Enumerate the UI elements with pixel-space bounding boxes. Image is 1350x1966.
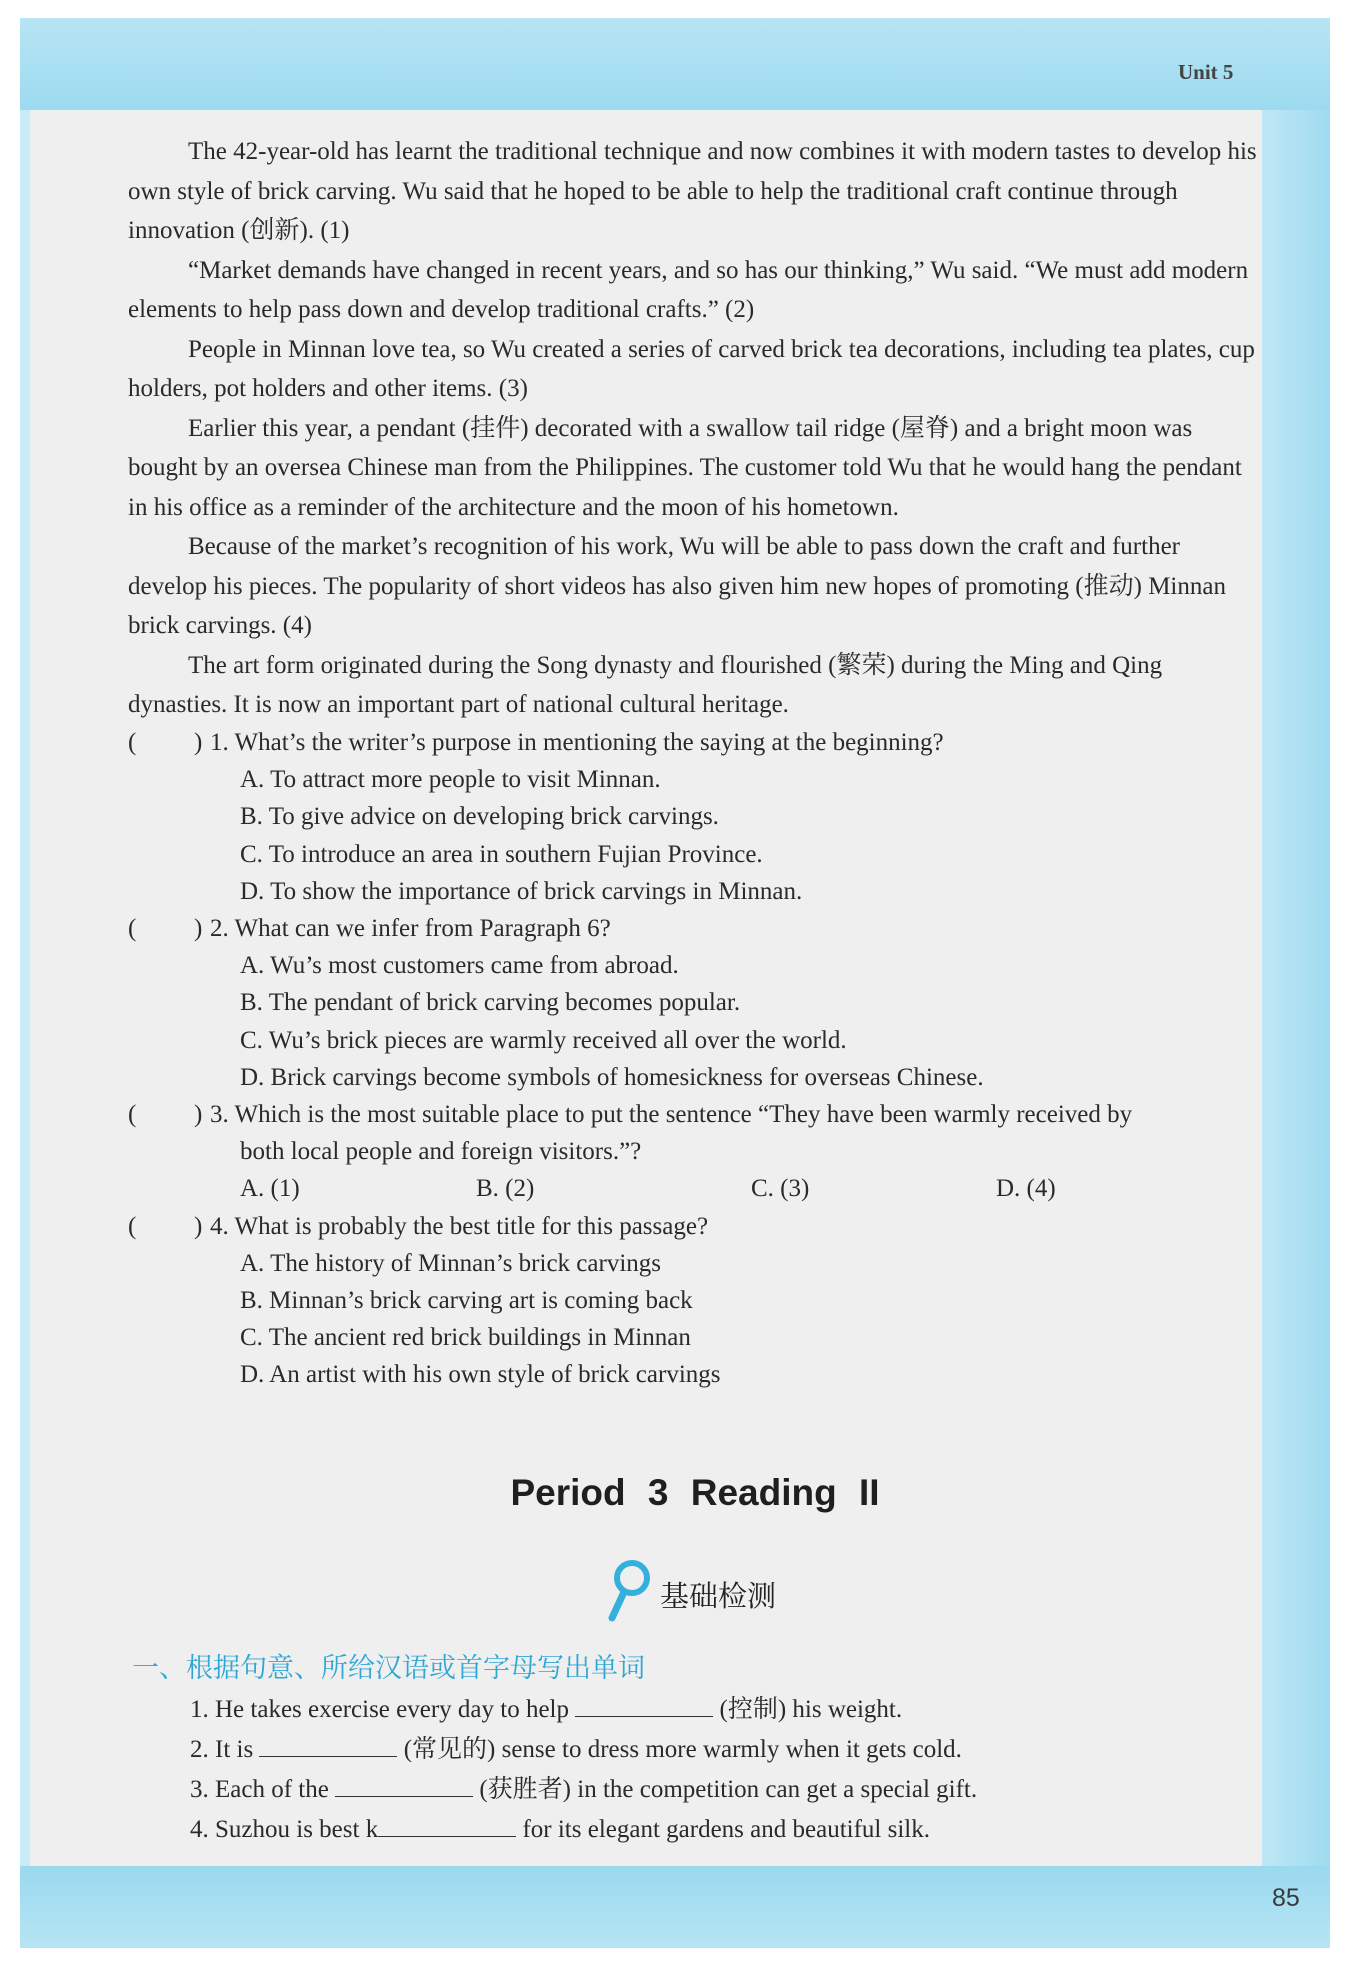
paragraph: “Market demands have changed in recent years, and so has our thinking,” Wu said. “We must add modern elements to help pass down and develop traditional crafts.” (2) — [128, 256, 1249, 323]
question-stem: 1. What’s the writer’s purpose in mentioning the saying at the beginning? — [210, 729, 944, 756]
answer-blank[interactable] — [575, 1694, 713, 1717]
answer-paren-open: ( — [128, 729, 137, 756]
answer-paren-close: ) — [194, 1101, 203, 1129]
answer-paren-close: ) — [194, 729, 203, 756]
left-border — [20, 110, 30, 1870]
fill-item-4: 4. Suzhou is best k for its elegant gardens and beautiful silk. — [190, 1816, 930, 1843]
question-stem: 3. Which is the most suitable place to put the sentence “They have been warmly received by — [210, 1101, 1133, 1129]
option: C. To introduce an area in southern Fujian Province. — [240, 840, 763, 868]
paragraph: The 42-year-old has learnt the traditional technique and now combines it with modern tastes to develop his own style of brick carving. Wu said that he hoped to be able to help the traditional craft continue through innovation (创新). (1) — [128, 138, 1257, 244]
fill-item-3: 3. Each of the (获胜者) in the competition can get a special gift. — [190, 1776, 978, 1803]
paragraph: Because of the market’s recognition of his work, Wu will be able to pass down the craft and further develop his pieces. The popularity of short videos has also given him new hopes of promoting (推动) Minnan brick carvings. (4) — [128, 533, 1226, 639]
magnifier-icon — [606, 1558, 652, 1622]
part-heading: 一、根据句意、所给汉语或首字母写出单词 — [132, 1653, 645, 1684]
paragraph: The art form originated during the Song dynasty and flourished (繁荣) during the Ming and Qing dynasties. It is now an important part of national cultural heritage. — [128, 651, 1163, 718]
option: B. Minnan’s brick carving art is coming back — [240, 1287, 693, 1315]
page-number: 85 — [1272, 1884, 1300, 1912]
question-list — [128, 724, 1260, 1394]
question-stem: 2. What can we infer from Paragraph 6? — [210, 915, 611, 943]
bottom-banner — [20, 1866, 1330, 1948]
question-1 — [128, 724, 1260, 910]
option: C. (3) — [751, 1175, 810, 1203]
fill-item-1: 1. He takes exercise every day to help (控制) his weight. — [190, 1696, 903, 1723]
option: D. Brick carvings become symbols of homesickness for overseas Chinese. — [240, 1063, 984, 1091]
option: D. An artist with his own style of brick carvings — [240, 1361, 721, 1389]
answer-blank[interactable] — [335, 1774, 473, 1797]
option: C. The ancient red brick buildings in Minnan — [240, 1324, 691, 1352]
question-3 — [128, 1096, 1260, 1208]
answer-paren-open: ( — [128, 1101, 137, 1129]
fill-in-list — [190, 1690, 1250, 1850]
question-stem: 4. What is probably the best title for this passage? — [210, 1212, 709, 1240]
answer-blank[interactable] — [378, 1814, 516, 1837]
option: C. Wu’s brick pieces are warmly received all over the world. — [240, 1026, 847, 1054]
section-label: 基础检测 — [660, 1579, 777, 1613]
option: A. (1) — [240, 1175, 300, 1203]
paragraph: Earlier this year, a pendant (挂件) decorated with a swallow tail ridge (屋脊) and a bright moon was bought by an oversea Chinese man from the Philippines. The customer told Wu that he would hang the pendant in his office as a reminder of the architecture and the moon of his hometown. — [128, 414, 1242, 521]
paragraph: People in Minnan love tea, so Wu created a series of carved brick tea decorations, including tea plates, cup holders, pot holders and other items. (3) — [128, 335, 1255, 402]
reading-passage — [128, 132, 1260, 725]
option: B. (2) — [476, 1175, 535, 1203]
option: A. To attract more people to visit Minnan. — [240, 766, 661, 794]
answer-paren-open: ( — [128, 915, 137, 943]
period-title: Period 3 Reading II — [510, 1472, 880, 1513]
option: B. To give advice on developing brick carvings. — [240, 803, 719, 831]
option: B. The pendant of brick carving becomes popular. — [240, 989, 741, 1017]
answer-paren-close: ) — [194, 915, 203, 943]
answer-blank[interactable] — [259, 1734, 397, 1757]
question-4 — [128, 1208, 1260, 1394]
option-row — [240, 1170, 1260, 1207]
option: D. To show the importance of brick carvings in Minnan. — [240, 877, 803, 905]
top-banner — [20, 18, 1330, 118]
option: A. Wu’s most customers came from abroad. — [240, 952, 679, 980]
answer-paren-close: ) — [194, 1212, 203, 1240]
question-2 — [128, 910, 1260, 1096]
option: A. The history of Minnan’s brick carvings — [240, 1249, 661, 1277]
option: D. (4) — [996, 1175, 1056, 1203]
answer-paren-open: ( — [128, 1212, 137, 1240]
right-border — [1262, 110, 1330, 1870]
fill-item-2: 2. It is (常见的) sense to dress more warmly when it gets cold. — [190, 1736, 962, 1763]
question-stem-continued: both local people and foreign visitors.”? — [240, 1138, 642, 1166]
unit-label: Unit 5 — [1178, 60, 1234, 84]
